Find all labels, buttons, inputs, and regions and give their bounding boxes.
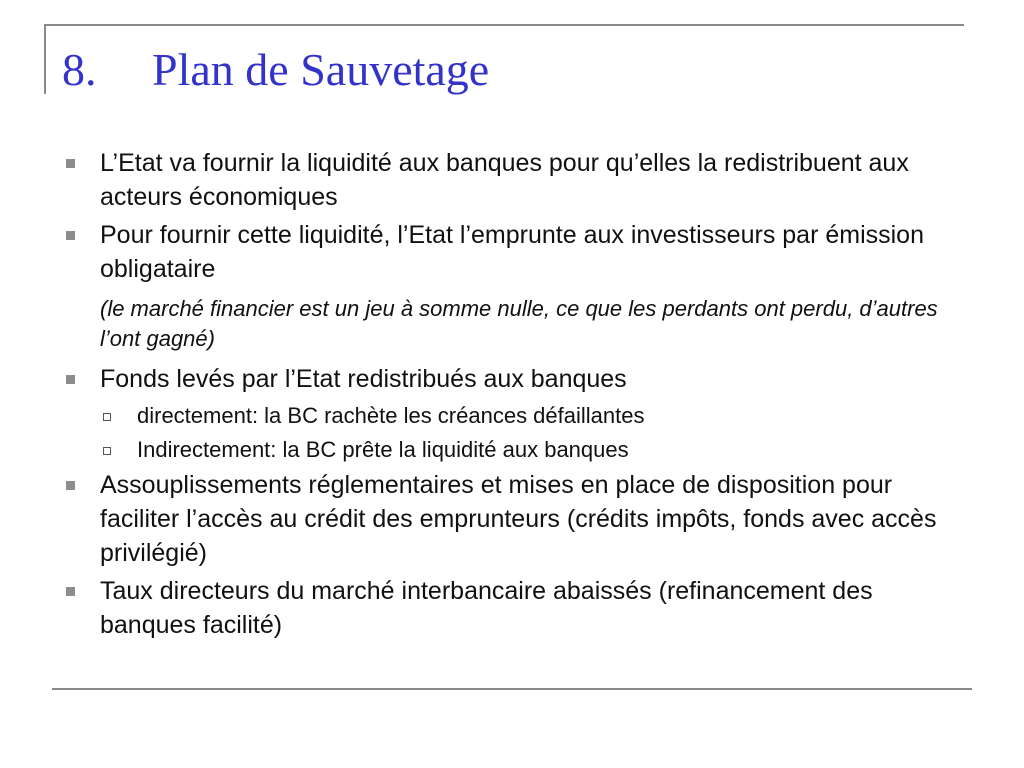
bullet-item: [62, 574, 962, 642]
bottom-rule: [52, 688, 972, 690]
title-text: Plan de Sauvetage: [152, 44, 490, 95]
title-number: 8.: [62, 44, 97, 95]
square-bullet-icon: [66, 375, 75, 384]
hollow-square-bullet-icon: [103, 413, 111, 421]
italic-note: (le marché financier est un jeu à somme nulle, ce que les perdants ont perdu, d’autres l’ont gagné): [100, 296, 938, 351]
sub-bullet-item: [62, 400, 962, 432]
bullet-text: Taux directeurs du marché interbancaire abaissés (refinancement des banques facilité): [100, 577, 873, 639]
bullet-item: [62, 468, 962, 570]
bullet-item: [62, 362, 962, 396]
slide-content: [62, 146, 962, 646]
left-rule: [44, 24, 46, 94]
bullet-text: Pour fournir cette liquidité, l’Etat l’emprunte aux investisseurs par émission obligataire: [100, 221, 924, 283]
hollow-square-bullet-icon: [103, 447, 111, 455]
sub-bullet-text: Indirectement: la BC prête la liquidité aux banques: [137, 437, 629, 462]
square-bullet-icon: [66, 587, 75, 596]
slide-title: [62, 42, 489, 98]
bullet-text: L’Etat va fournir la liquidité aux banques pour qu’elles la redistribuent aux acteurs économiques: [100, 149, 909, 211]
bullet-item: [62, 218, 962, 286]
bullet-text: Assouplissements réglementaires et mises en place de disposition pour faciliter l’accès au crédit des emprunteurs (crédits impôts, fonds avec accès privilégié): [100, 471, 937, 567]
square-bullet-icon: [66, 159, 75, 168]
sub-bullet-item: [62, 434, 962, 466]
square-bullet-icon: [66, 231, 75, 240]
square-bullet-icon: [66, 481, 75, 490]
sub-bullet-text: directement: la BC rachète les créances défaillantes: [137, 403, 645, 428]
top-rule: [44, 24, 964, 26]
bullet-item: [62, 146, 962, 214]
bullet-text: Fonds levés par l’Etat redistribués aux banques: [100, 365, 627, 393]
